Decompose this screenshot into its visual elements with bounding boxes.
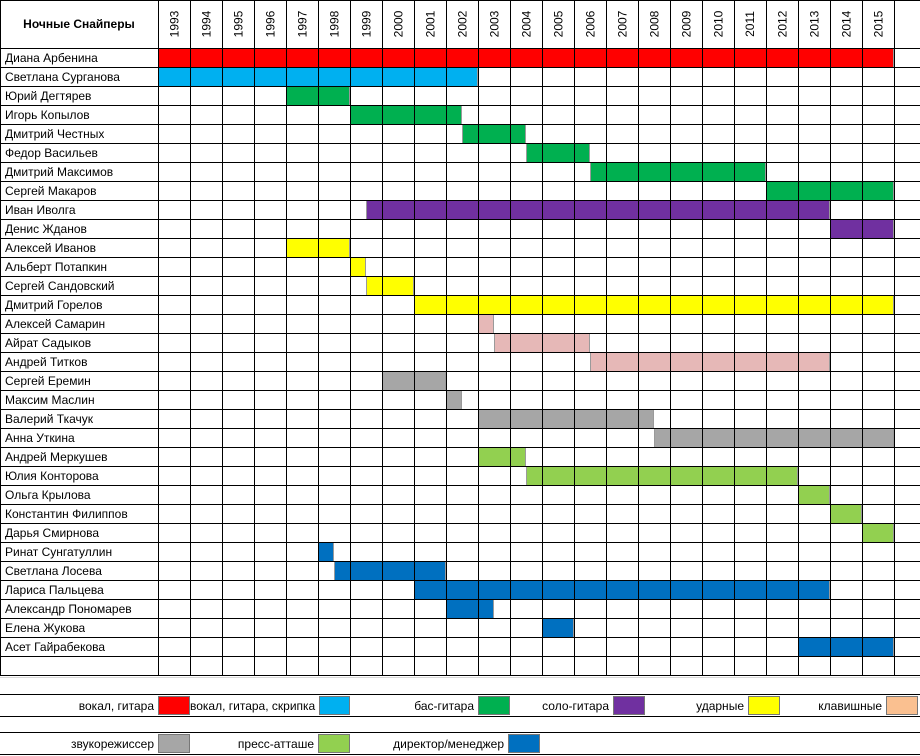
legend-swatch	[478, 696, 510, 715]
legend-item[interactable]	[780, 695, 918, 716]
legend-item[interactable]	[0, 695, 190, 716]
year-header-1993[interactable]	[158, 0, 190, 48]
legend-label: пресс-атташе	[237, 736, 314, 751]
member-name[interactable]: Светлана Сурганова	[5, 70, 120, 84]
member-name[interactable]: Федор Васильев	[5, 146, 98, 160]
year-label: 2007	[614, 10, 629, 38]
grid-hline	[0, 67, 920, 68]
grid-vline	[158, 0, 159, 676]
grid-hline	[0, 447, 920, 448]
tenure-bar[interactable]	[446, 600, 494, 618]
legend-label: вокал, гитара	[78, 698, 154, 713]
grid-hline	[0, 561, 920, 562]
member-name[interactable]: Дмитрий Честных	[5, 127, 105, 141]
year-label: 2013	[806, 10, 821, 38]
tenure-bar[interactable]	[478, 315, 494, 333]
tenure-bar[interactable]	[590, 353, 830, 371]
grid-hline	[0, 219, 920, 220]
member-name[interactable]: Алексей Самарин	[5, 317, 106, 331]
grid-hline	[0, 333, 920, 334]
legend-item[interactable]	[190, 695, 350, 716]
year-header-2015[interactable]	[862, 0, 894, 48]
year-header-1996[interactable]	[254, 0, 286, 48]
legend-swatch	[508, 734, 540, 753]
grid-hline	[0, 257, 920, 258]
grid-hline	[0, 238, 920, 239]
grid-vline	[670, 0, 671, 676]
grid-hline	[0, 371, 920, 372]
tenure-bar[interactable]	[158, 49, 894, 67]
member-name[interactable]: Максим Маслин	[5, 393, 95, 407]
member-name[interactable]: Иван Иволга	[5, 203, 76, 217]
year-header-2000[interactable]	[382, 0, 414, 48]
grid-hline	[0, 314, 920, 315]
year-label: 2011	[743, 11, 757, 37]
tenure-bar[interactable]	[366, 277, 414, 295]
legend-swatch	[886, 696, 918, 715]
grid-vline	[798, 0, 799, 676]
grid-hline	[0, 466, 920, 467]
year-label: 1993	[166, 10, 181, 38]
grid-hline	[0, 0, 920, 1]
member-name[interactable]: Лариса Пальцева	[5, 583, 104, 597]
year-label: 2014	[838, 10, 853, 38]
grid-vline	[894, 0, 895, 676]
year-header-1998[interactable]	[318, 0, 350, 48]
member-name[interactable]: Алексей Иванов	[5, 241, 96, 255]
year-header-2003[interactable]	[478, 0, 510, 48]
member-name[interactable]: Константин Филиппов	[5, 507, 128, 521]
member-name[interactable]: Елена Жукова	[5, 621, 86, 635]
tenure-bar[interactable]	[478, 410, 654, 428]
member-name[interactable]: Андрей Меркушев	[5, 450, 108, 464]
year-label: 2003	[486, 10, 501, 38]
grid-vline	[318, 0, 319, 676]
legend-label: звукорежиссер	[71, 736, 154, 751]
grid-vline	[510, 0, 511, 676]
member-name[interactable]: Юлия Конторова	[5, 469, 99, 483]
tenure-bar[interactable]	[830, 505, 862, 523]
grid-vline	[478, 0, 479, 676]
grid-vline	[734, 0, 735, 676]
grid-vline	[446, 0, 447, 676]
grid-hline	[0, 580, 920, 581]
grid-hline	[0, 124, 920, 125]
year-header-2011[interactable]	[734, 0, 766, 48]
grid-vline	[254, 0, 255, 676]
legend-swatch	[158, 734, 190, 753]
grid-hline	[0, 48, 920, 49]
grid-vline	[638, 0, 639, 676]
tenure-bar[interactable]	[414, 296, 894, 314]
grid-vline	[0, 0, 1, 676]
year-header-2002[interactable]	[446, 0, 478, 48]
grid-vline	[286, 0, 287, 676]
legend-swatch	[613, 696, 645, 715]
tenure-bar[interactable]	[478, 448, 526, 466]
member-name[interactable]: Асет Гайрабекова	[5, 640, 106, 654]
year-label: 2004	[518, 10, 533, 38]
grid-hline	[0, 162, 920, 163]
tenure-bar[interactable]	[654, 429, 894, 447]
grid-hline	[0, 390, 920, 391]
grid-vline	[222, 0, 223, 676]
grid-hline	[0, 143, 920, 144]
tenure-bar[interactable]	[798, 638, 894, 656]
grid-hline	[0, 523, 920, 524]
legend-label: соло-гитара	[542, 698, 609, 713]
grid-vline	[766, 0, 767, 676]
year-header-2010[interactable]	[702, 0, 734, 48]
grid-vline	[606, 0, 607, 676]
member-name[interactable]: Ринат Сунгатуллин	[5, 545, 113, 559]
year-label: 2012	[774, 10, 789, 38]
legend-row-2	[0, 732, 920, 755]
member-name[interactable]: Сергей Еремин	[5, 374, 91, 388]
legend-item[interactable]	[350, 733, 540, 754]
grid-hline	[0, 428, 920, 429]
legend-swatch	[318, 734, 350, 753]
year-label: 2010	[710, 10, 725, 38]
year-header-2007[interactable]	[606, 0, 638, 48]
legend-item[interactable]	[0, 733, 190, 754]
member-name[interactable]: Денис Жданов	[5, 222, 87, 236]
grid-hline	[0, 618, 920, 619]
year-header-2005[interactable]	[542, 0, 574, 48]
tenure-bar[interactable]	[526, 144, 590, 162]
year-header-1999[interactable]	[350, 0, 382, 48]
grid-hline	[0, 86, 920, 87]
legend-swatch	[748, 696, 780, 715]
member-name[interactable]: Диана Арбенина	[5, 51, 98, 65]
grid-hline	[0, 599, 920, 600]
grid-hline	[0, 656, 920, 657]
year-header-2008[interactable]	[638, 0, 670, 48]
year-header-1995[interactable]	[222, 0, 254, 48]
legend-item[interactable]	[645, 695, 780, 716]
year-label: 2009	[678, 10, 693, 38]
year-label: 2002	[454, 10, 469, 38]
tenure-bar[interactable]	[446, 391, 462, 409]
member-name[interactable]: Сергей Сандовский	[5, 279, 115, 293]
legend-item[interactable]	[350, 695, 510, 716]
year-label: 1994	[198, 10, 213, 38]
grid-vline	[350, 0, 351, 676]
grid-vline	[830, 0, 831, 676]
member-name[interactable]: Светлана Лосева	[5, 564, 102, 578]
grid-hline	[0, 352, 920, 353]
member-name[interactable]: Юрий Дегтярев	[5, 89, 92, 103]
member-name[interactable]: Альберт Потапкин	[5, 260, 108, 274]
grid-hline	[0, 675, 920, 676]
grid-vline	[414, 0, 415, 676]
grid-hline	[0, 485, 920, 486]
year-label: 2000	[390, 10, 405, 38]
grid-hline	[0, 105, 920, 106]
member-name[interactable]: Валерий Ткачук	[5, 412, 93, 426]
tenure-bar[interactable]	[526, 467, 798, 485]
member-name[interactable]: Александр Пономарев	[5, 602, 132, 616]
tenure-bar[interactable]	[414, 581, 830, 599]
year-label: 2006	[582, 10, 597, 38]
year-label: 2015	[870, 10, 885, 38]
legend-swatch	[158, 696, 190, 715]
grid-hline	[0, 637, 920, 638]
legend-label: вокал, гитара, скрипка	[190, 698, 316, 713]
year-header-2001[interactable]	[414, 0, 446, 48]
grid-hline	[0, 542, 920, 543]
year-label: 2005	[550, 10, 565, 38]
grid-vline	[574, 0, 575, 676]
tenure-bar[interactable]	[350, 258, 366, 276]
year-header-2013[interactable]	[798, 0, 830, 48]
legend-item[interactable]	[510, 695, 645, 716]
year-header-1997[interactable]	[286, 0, 318, 48]
chart-title[interactable]: Ночные Снайперы	[23, 17, 135, 31]
year-label: 1999	[358, 10, 373, 38]
member-name[interactable]: Айрат Садыков	[5, 336, 92, 350]
year-label: 1998	[326, 10, 341, 38]
tenure-bar[interactable]	[590, 163, 766, 181]
legend-label: бас-гитара	[414, 698, 474, 713]
year-header-2006[interactable]	[574, 0, 606, 48]
legend-label: директор/менеджер	[393, 736, 504, 751]
year-header-2012[interactable]	[766, 0, 798, 48]
legend-item[interactable]	[190, 733, 350, 754]
legend-label: ударные	[696, 698, 744, 713]
grid-vline	[702, 0, 703, 676]
year-label: 1995	[230, 10, 245, 38]
legend-swatch	[319, 696, 350, 715]
tenure-bar[interactable]	[542, 619, 574, 637]
grid-hline	[0, 200, 920, 201]
member-name[interactable]: Игорь Копылов	[5, 108, 90, 122]
year-label: 2001	[422, 10, 437, 38]
year-header-2009[interactable]	[670, 0, 702, 48]
year-header-2004[interactable]	[510, 0, 542, 48]
legend-label: клавишные	[818, 698, 882, 713]
year-label: 1997	[294, 10, 309, 38]
member-name[interactable]: Дарья Смирнова	[5, 526, 100, 540]
member-name[interactable]: Ольга Крылова	[5, 488, 91, 502]
grid-hline	[0, 276, 920, 277]
tenure-bar[interactable]	[366, 201, 830, 219]
tenure-bar[interactable]	[462, 125, 526, 143]
grid-hline	[0, 295, 920, 296]
year-label: 2008	[646, 10, 661, 38]
grid-vline	[382, 0, 383, 676]
year-label: 1996	[262, 10, 277, 38]
member-name[interactable]: Дмитрий Горелов	[5, 298, 103, 312]
grid-hline	[0, 181, 920, 182]
tenure-bar[interactable]	[798, 486, 830, 504]
member-name[interactable]: Андрей Титков	[5, 355, 88, 369]
grid-hline	[0, 409, 920, 410]
grid-vline	[542, 0, 543, 676]
grid-hline	[0, 504, 920, 505]
year-header-1994[interactable]	[190, 0, 222, 48]
member-name[interactable]: Сергей Макаров	[5, 184, 97, 198]
tenure-bar[interactable]	[318, 543, 334, 561]
grid-vline	[862, 0, 863, 676]
year-header-2014[interactable]	[830, 0, 862, 48]
member-name[interactable]: Анна Уткина	[5, 431, 75, 445]
tenure-bar[interactable]	[862, 524, 894, 542]
grid-hline	[0, 677, 920, 678]
grid-vline	[190, 0, 191, 676]
member-name[interactable]: Дмитрий Максимов	[5, 165, 114, 179]
legend-row-1	[0, 694, 920, 717]
